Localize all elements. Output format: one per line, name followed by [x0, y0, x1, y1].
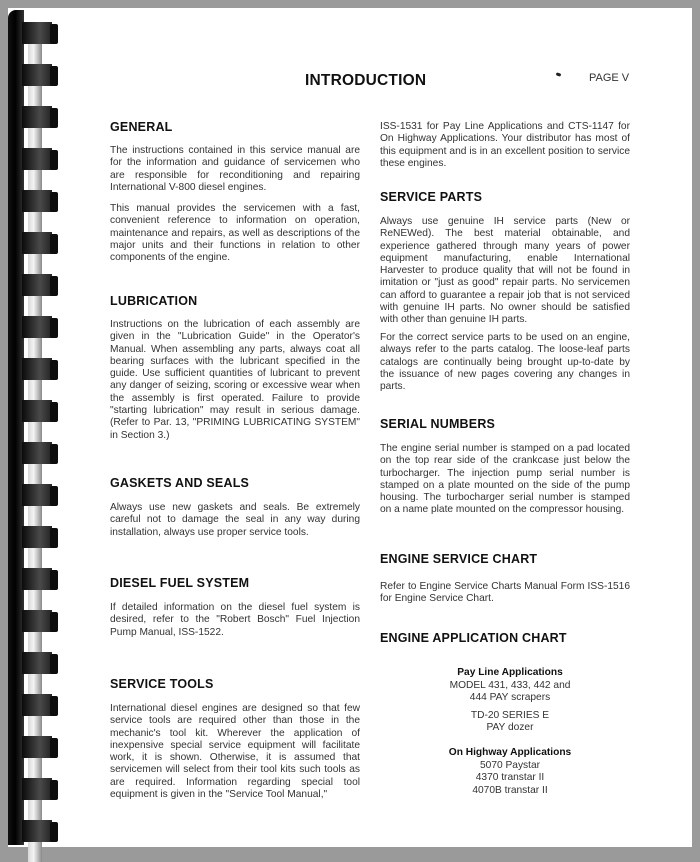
ring-tip: [50, 528, 58, 548]
binding-ring: [22, 190, 68, 232]
pay-line-applications: [420, 667, 600, 735]
section-heading-general: GENERAL: [110, 120, 173, 134]
section-heading-service-parts: SERVICE PARTS: [380, 190, 483, 204]
service-parts-paragraph-2: For the correct service parts to be used on an engine, always refer to the parts catalog. The loose-leaf parts catalogs are continually being brought up-to-date by the issuance of new pages covering any changes in parts.: [380, 332, 630, 393]
ring-tip: [50, 234, 58, 254]
ring-top: [22, 316, 52, 338]
engine-service-chart-paragraph: Refer to Engine Service Charts Manual Form ISS-1516 for Engine Service Chart.: [380, 581, 630, 605]
ring-top: [22, 400, 52, 422]
section-heading-lubrication: LUBRICATION: [110, 294, 198, 308]
binding-ring: [22, 64, 68, 106]
pay-line-heading: Pay Line Applications: [457, 667, 563, 678]
ring-top: [22, 190, 52, 212]
ring-tip: [50, 150, 58, 170]
ring-tip: [50, 738, 58, 758]
ring-tip: [50, 654, 58, 674]
ring-top: [22, 610, 52, 632]
binding-ring: [22, 148, 68, 190]
section-heading-serial-numbers: SERIAL NUMBERS: [380, 417, 496, 431]
on-highway-item: 4070B transtar II: [472, 784, 548, 796]
binding-ring: [22, 610, 68, 652]
ring-gap: [28, 86, 42, 106]
ring-gap: [28, 422, 42, 442]
section-heading-engine-service-chart: ENGINE SERVICE CHART: [380, 552, 538, 566]
pay-line-item: PAY dozer: [486, 722, 534, 733]
pay-line-item: 444 PAY scrapers: [469, 692, 551, 703]
binding-ring: [22, 736, 68, 778]
ring-gap: [28, 296, 42, 316]
binding-ring: [22, 568, 68, 610]
ring-gap: [28, 716, 42, 736]
comb-binding: [8, 8, 64, 847]
general-paragraph-2: This manual provides the servicemen with a fast, convenient reference to information on operation, maintenance and repairs, as well as descriptions of the major units and their functions in relation to other components of the engine.: [110, 203, 360, 264]
binding-ring: [22, 778, 68, 820]
ring-gap: [28, 44, 42, 64]
ring-top: [22, 484, 52, 506]
ring-tip: [50, 444, 58, 464]
binding-ring: [22, 442, 68, 484]
ring-top: [22, 22, 52, 44]
diesel-fuel-paragraph: If detailed information on the diesel fuel system is desired, refer to the "Robert Bosch" Fuel Injection Pump Manual, ISS-1522.: [110, 602, 360, 638]
ring-top: [22, 64, 52, 86]
binding-ring: [22, 820, 68, 862]
ring-tip: [50, 24, 58, 44]
ring-tip: [50, 108, 58, 128]
on-highway-applications: [420, 747, 600, 797]
ring-top: [22, 778, 52, 800]
ring-gap: [28, 842, 42, 862]
binding-ring: [22, 484, 68, 526]
ring-gap: [28, 380, 42, 400]
section-heading-service-tools: SERVICE TOOLS: [110, 677, 214, 691]
on-highway-heading: On Highway Applications: [448, 747, 572, 758]
on-highway-item: 5070 Paystar: [479, 759, 541, 771]
ring-top: [22, 736, 52, 758]
ring-top: [22, 820, 52, 842]
section-heading-engine-application-chart: ENGINE APPLICATION CHART: [380, 631, 567, 645]
serial-numbers-paragraph: The engine serial number is stamped on a pad located on the top rear side of the crankcase just below the turbocharger. The injection pump serial number is stamped on a plate mounted on the side of the pump housing. The turbocharger serial number is stamped on a name plate mounted on the compressor housing.: [380, 443, 630, 516]
page-title: INTRODUCTION: [305, 72, 427, 89]
ring-top: [22, 358, 52, 380]
ring-tip: [50, 66, 58, 86]
ring-tip: [50, 612, 58, 632]
binding-ring: [22, 526, 68, 568]
page-number: PAGE V: [589, 72, 630, 84]
ring-gap: [28, 800, 42, 820]
ring-top: [22, 106, 52, 128]
ring-gap: [28, 590, 42, 610]
gaskets-paragraph: Always use new gaskets and seals. Be extremely careful not to damage the seal in any way during installation, always use proper service tools.: [110, 502, 360, 538]
pay-line-item: MODEL 431, 433, 442 and: [449, 679, 571, 691]
binding-ring: [22, 232, 68, 274]
ring-gap: [28, 758, 42, 778]
ring-tip: [50, 822, 58, 842]
ring-gap: [28, 464, 42, 484]
ring-top: [22, 568, 52, 590]
ring-tip: [50, 696, 58, 716]
binding-ring: [22, 652, 68, 694]
ring-tip: [50, 486, 58, 506]
ring-gap: [28, 338, 42, 358]
ring-top: [22, 274, 52, 296]
ring-gap: [28, 506, 42, 526]
ring-top: [22, 232, 52, 254]
ring-top: [22, 442, 52, 464]
ring-gap: [28, 170, 42, 190]
ring-tip: [50, 570, 58, 590]
ring-tip: [50, 402, 58, 422]
section-heading-diesel-fuel: DIESEL FUEL SYSTEM: [110, 576, 250, 590]
ring-tip: [50, 318, 58, 338]
ring-gap: [28, 632, 42, 652]
binding-ring: [22, 400, 68, 442]
ring-tip: [50, 360, 58, 380]
on-highway-item: 4370 transtar II: [475, 772, 545, 783]
general-paragraph-1: The instructions contained in this service manual are for the information and guidance of servicemen who are responsible for reconditioning and repairing International V-800 diesel engines.: [110, 145, 360, 193]
ring-top: [22, 652, 52, 674]
service-tools-continuation: ISS-1531 for Pay Line Applications and CTS-1147 for On Highway Applications. Your distributor has most of this equipment and is in an excellent position to service these engines.: [380, 121, 630, 169]
lubrication-paragraph: Instructions on the lubrication of each assembly are given in the "Lubrication Guide" in the Operator's Manual. When assembling any parts, always coat all bearing surfaces with the lubricant specified in the guide. Use sufficient quantities of lubricant to prevent any danger of seizing, scoring or excessive wear when the assembly is first operated. Failure to provide "starting lubrication" may result in serious damage. (Refer to Par. 13, "PRIMING LUBRICATING SYSTEM" in Section 3.): [110, 319, 360, 441]
binding-ring: [22, 22, 68, 64]
ring-tip: [50, 276, 58, 296]
ring-gap: [28, 212, 42, 232]
binding-ring: [22, 358, 68, 400]
ring-tip: [50, 192, 58, 212]
service-parts-paragraph-1: Always use genuine IH service parts (New or ReNEWed). The best material obtainable, and experience gathered through many years of power equipment manufacturing, enable International Harvester to produce quality that will not be found in imitation or "just as good" repair parts. No servicemen can afford to guarantee a repair job that is not serviced with genuine IH parts. No owner should be satisfied with other than genuine IH parts.: [380, 216, 630, 326]
ring-gap: [28, 548, 42, 568]
binding-ring: [22, 694, 68, 736]
ring-gap: [28, 254, 42, 274]
ring-tip: [50, 780, 58, 800]
pay-line-item: TD-20 SERIES E: [470, 709, 550, 721]
ring-top: [22, 148, 52, 170]
ring-top: [22, 694, 52, 716]
binding-ring: [22, 316, 68, 358]
ring-gap: [28, 128, 42, 148]
section-heading-gaskets: GASKETS AND SEALS: [110, 476, 250, 490]
ring-top: [22, 526, 52, 548]
binding-ring: [22, 106, 68, 148]
service-tools-paragraph: International diesel engines are designed so that few service tools are required other than those in the mechanic's tool kit. Wherever the application of inexpensive special service equipment will facilitate work, it is shown. Otherwise, it is assumed that servicemen will select from their tool kits such tools as are required. Information regarding special tool equipment is given in the "Service Tool Manual,": [110, 703, 360, 801]
ring-gap: [28, 674, 42, 694]
binding-ring: [22, 274, 68, 316]
